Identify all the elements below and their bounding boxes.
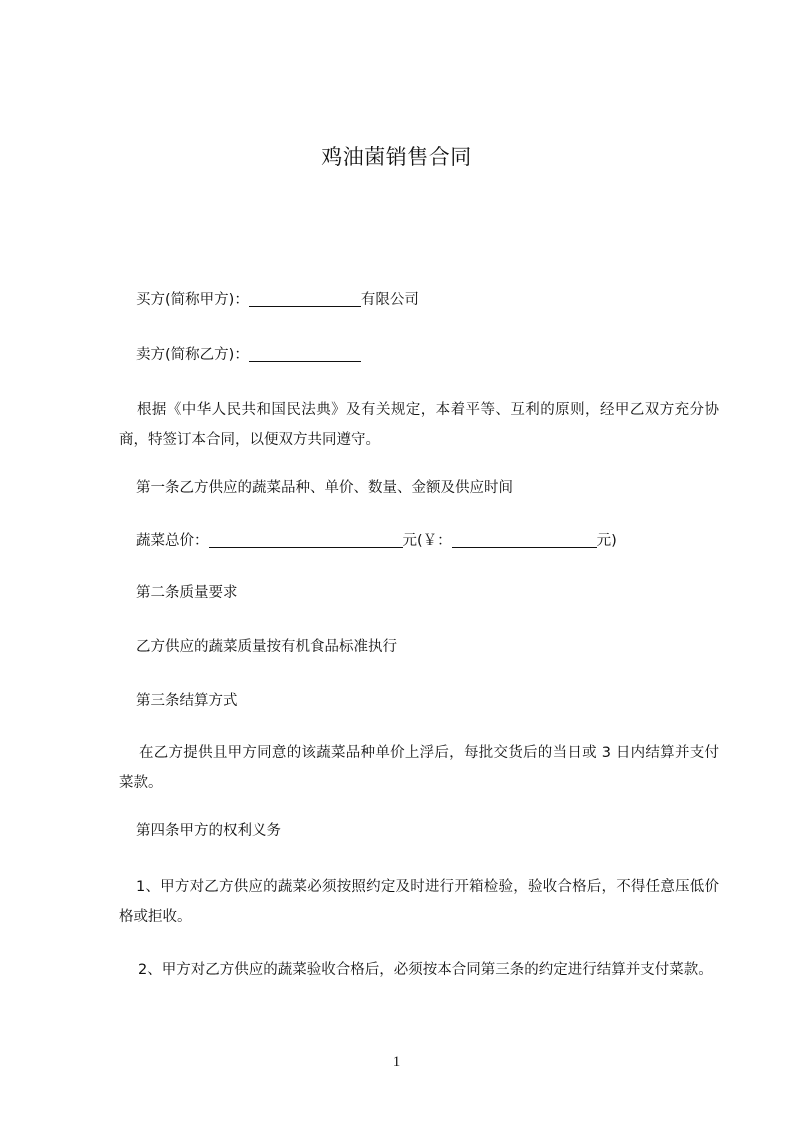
intro-paragraph: 根据《中华人民共和国民法典》及有关规定，本着平等、互利的原则，经甲乙双方充分协商，特签订本合同，以便双方共同遵守。 [119, 402, 719, 448]
document-title: 鸡油菌销售合同 [321, 145, 472, 169]
seller-label: 卖方(简称乙方)： [136, 347, 249, 363]
page-number: 1 [392, 1054, 401, 1070]
buyer-suffix: 有限公司 [360, 292, 419, 308]
article3-text: 在乙方提供且甲方同意的该蔬菜品种单价上浮后，每批交货后的当日或 3 日内结算并支付菜款。 [119, 745, 719, 791]
total-price-unit-open: 元(￥： [402, 533, 452, 549]
total-price-line [136, 526, 617, 556]
article3-heading: 第三条结算方式 [136, 693, 238, 709]
article4-item-1: 1、甲方对乙方供应的蔬菜必须按照约定及时进行开箱检验，验收合格后，不得任意压低价格或拒收。 [119, 879, 719, 925]
article4-item-2: 2、甲方对乙方供应的蔬菜验收合格后，必须按本合同第三条的约定进行结算并支付菜款。 [138, 962, 713, 978]
buyer-label: 买方(简称甲方)： [136, 292, 249, 308]
total-price-words-blank [209, 532, 403, 548]
article2-heading: 第二条质量要求 [136, 585, 238, 601]
seller-name-blank [249, 346, 361, 362]
total-price-unit-close: 元) [596, 533, 617, 549]
buyer-name-blank [249, 291, 361, 307]
article4-heading: 第四条甲方的权利义务 [136, 823, 281, 839]
total-price-number-blank [452, 532, 597, 548]
total-price-label: 蔬菜总价： [136, 533, 209, 549]
seller-line [136, 340, 361, 370]
article2-text: 乙方供应的蔬菜质量按有机食品标准执行 [136, 639, 397, 655]
buyer-line [136, 285, 419, 315]
article1-heading: 第一条乙方供应的蔬菜品种、单价、数量、金额及供应时间 [136, 480, 513, 496]
